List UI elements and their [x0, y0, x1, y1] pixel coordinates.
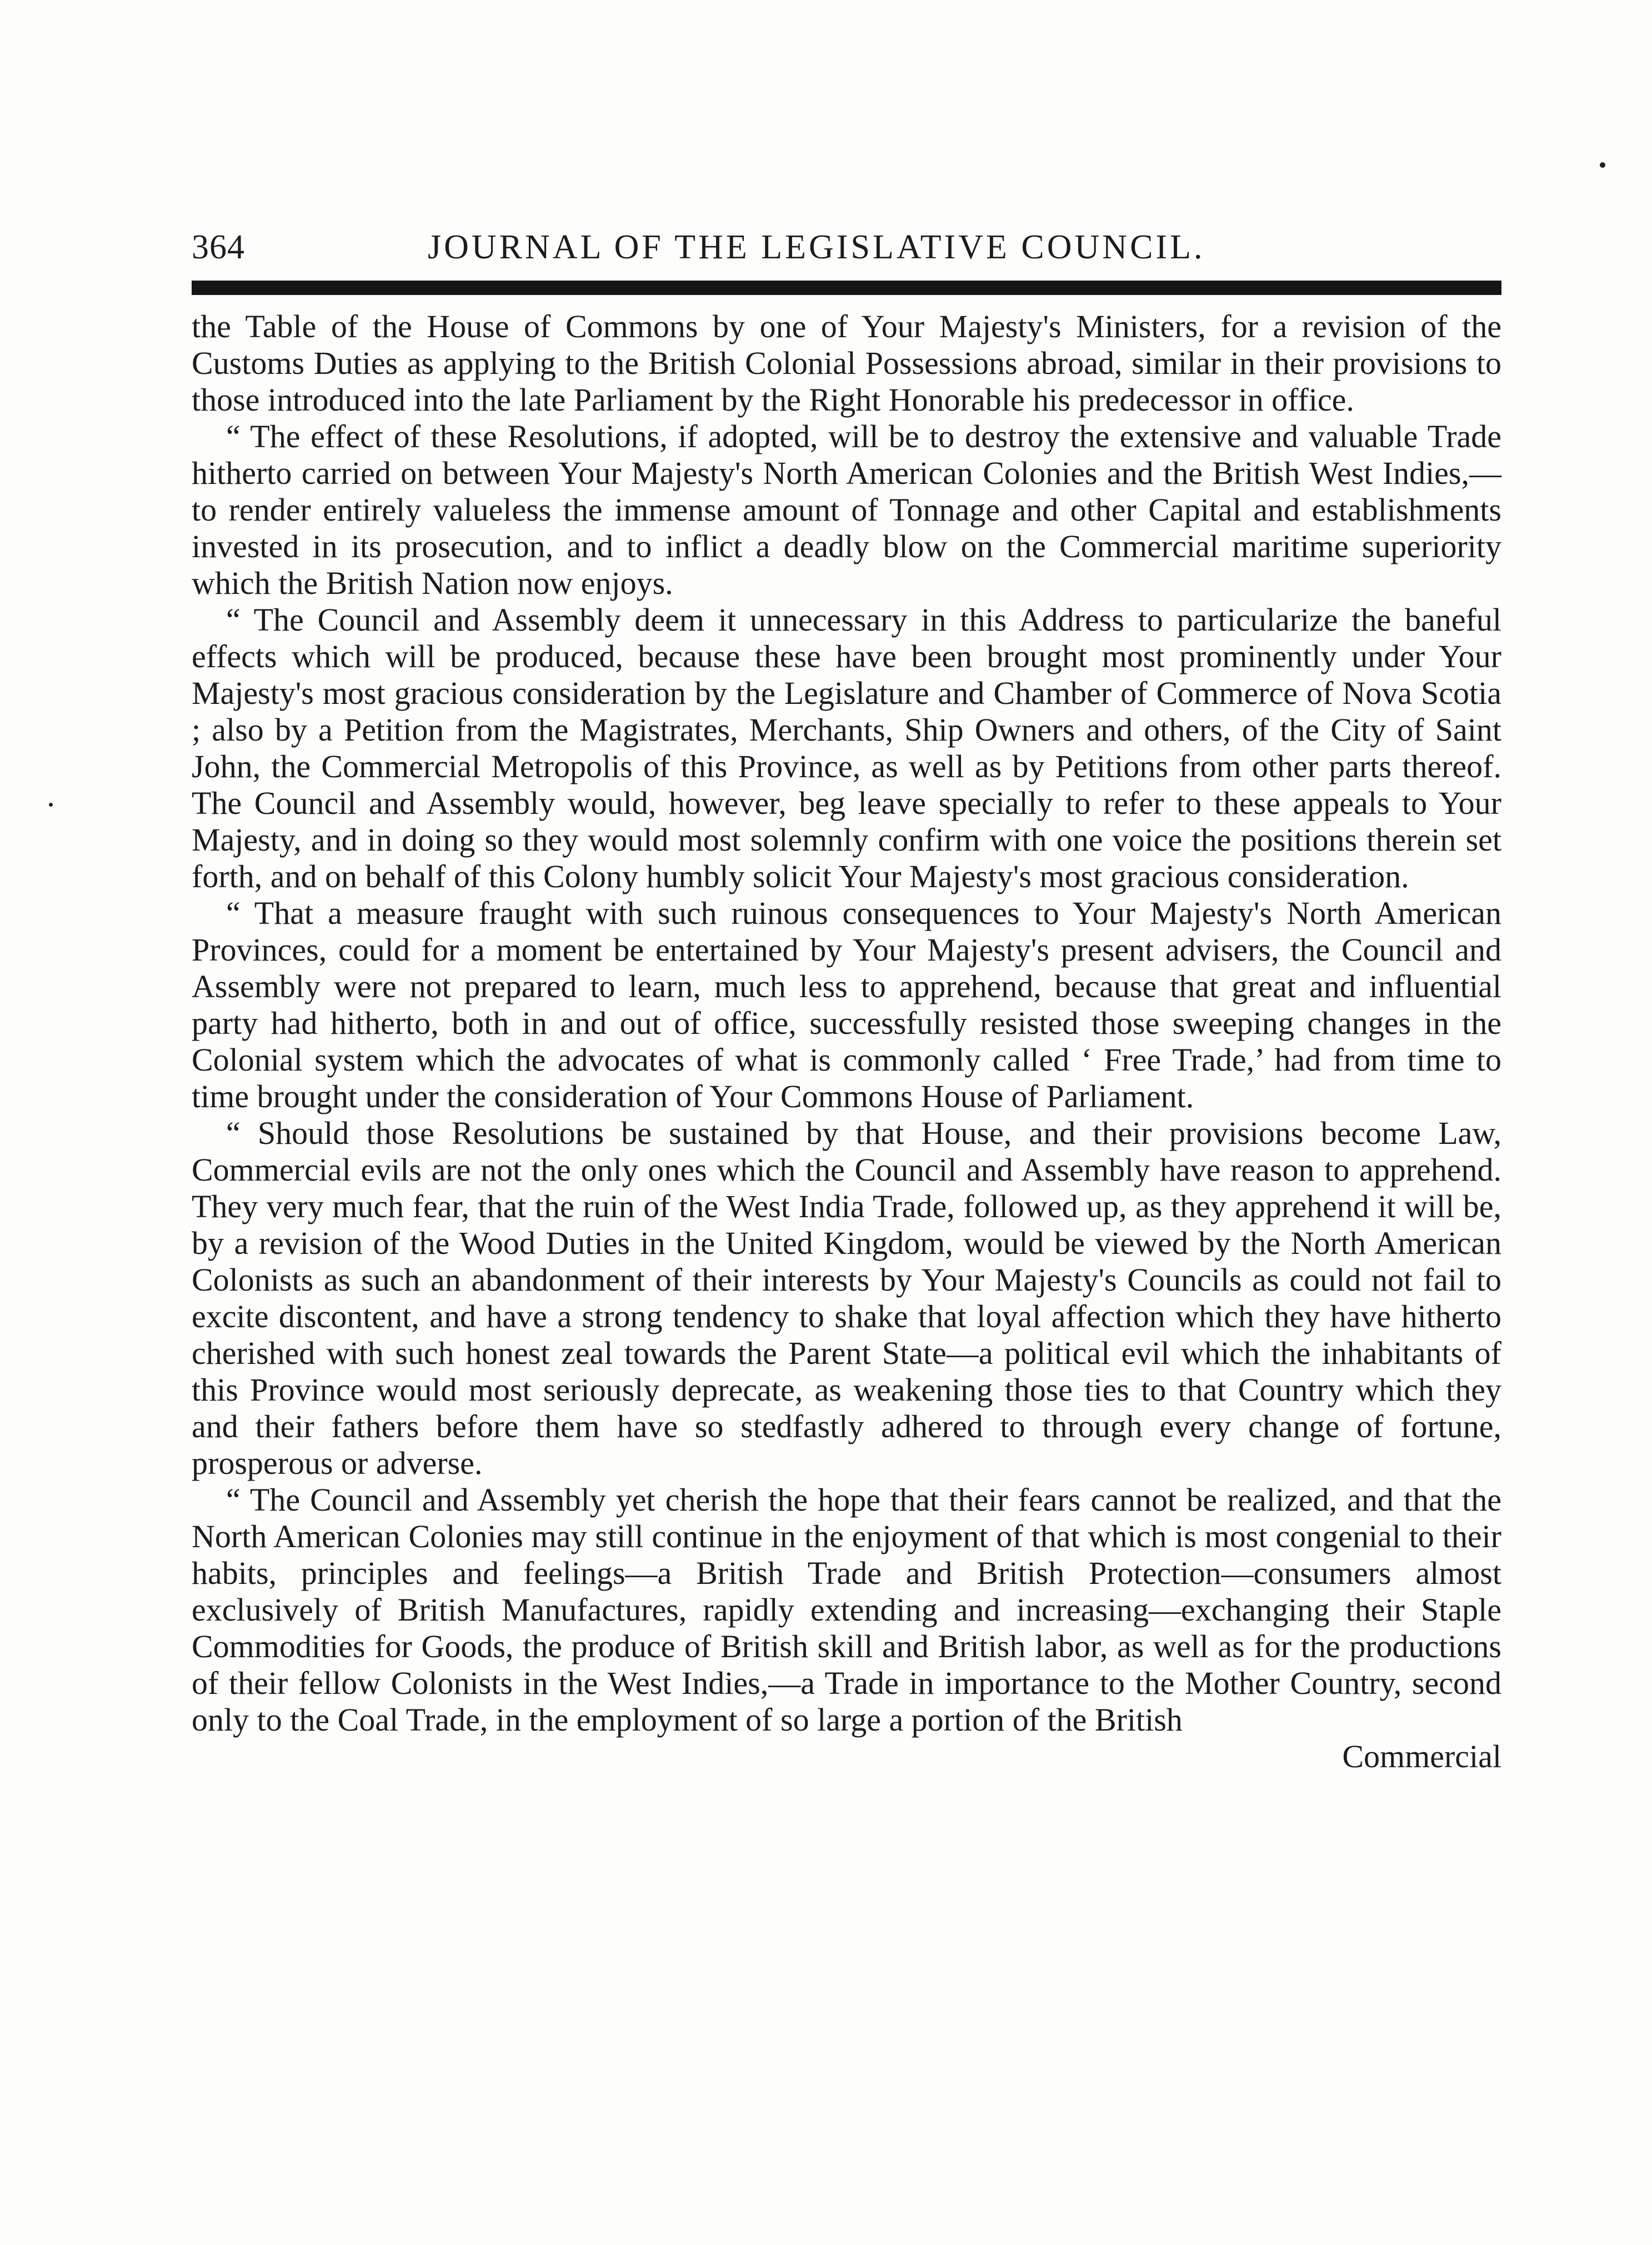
paragraph-effect-of-resolutions: “ The effect of these Resolutions, if adopted, will be to destroy the extensive and valuable Trade hitherto carried on between Your Majesty's North American Colonies and the British West Indies,—to render entirely valueless the immense amount of Tonnage and other Capital and establishments invested in its prosecution, and to inflict a deadly blow on the Commercial maritime superiority which the British Nation now enjoys.	[192, 418, 1501, 601]
paragraph-should-resolutions: “ Should those Resolutions be sustained by that House, and their provisions become Law, Commercial evils are not the only ones which the Council and Assembly have reason to apprehend. They very much fear, that the ruin of the West India Trade, followed up, as they apprehend it will be, by a revision of the Wood Duties in the United Kingdom, would be viewed by the North American Colonists as such an abandonment of their interests by Your Majesty's Councils as could not fail to excite discontent, and have a strong tendency to shake that loyal affection which they have hitherto cherished with such honest zeal towards the Parent State—a political evil which the inhabitants of this Province would most seriously deprecate, as weakening those ties to that Country which they and their fathers before them have so stedfastly adhered to through every change of fortune, prosperous or adverse.	[192, 1115, 1501, 1481]
header-rule	[192, 281, 1501, 295]
paragraph-ruinous-consequences: “ That a measure fraught with such ruinous consequences to Your Majesty's North American Provinces, could for a moment be entertained by Your Majesty's present advisers, the Council and Assembly were not prepared to learn, much less to apprehend, because that great and influential party had hitherto, both in and out of office, successfully resisted those sweeping changes in the Colonial system which the advocates of what is commonly called ‘ Free Trade,’ had from time to time brought under the consideration of Your Commons House of Parliament.	[192, 895, 1501, 1114]
body-text	[192, 308, 1501, 1775]
print-speck	[1600, 162, 1605, 168]
paragraph-council-and-assembly: “ The Council and Assembly deem it unnecessary in this Address to particularize the baneful effects which will be produced, because these have been brought most prominently under Your Majesty's most gracious consideration by the Legislature and Chamber of Commerce of Nova Scotia ; also by a Petition from the Magistrates, Merchants, Ship Owners and others, of the City of Saint John, the Commercial Metropolis of this Province, as well as by Petitions from other parts thereof. The Council and Assembly would, however, beg leave specially to refer to these appeals to Your Majesty, and in doing so they would most solemnly confirm with one voice the positions therein set forth, and on behalf of this Colony humbly solicit Your Majesty's most gracious consideration.	[192, 602, 1501, 894]
page-header	[192, 219, 1501, 275]
paragraph-continuation: the Table of the House of Commons by one of Your Majesty's Ministers, for a revision of the Customs Duties as applying to the British Colonial Possessions abroad, similar in their provisions to those introduced into the late Parliament by the Right Honorable his predecessor in office.	[192, 308, 1501, 418]
print-speck	[49, 803, 53, 807]
paragraph-cherish-the-hope: “ The Council and Assembly yet cherish the hope that their fears cannot be realized, and that the North American Colonies may still continue in the enjoyment of that which is most congenial to their habits, principles and feelings—a British Trade and British Protection—consumers almost exclusively of British Manufactures, rapidly extending and increasing—exchanging their Staple Commodities for Goods, the produce of British skill and British labor, as well as for the productions of their fellow Colonists in the West Indies,—a Trade in importance to the Mother Country, second only to the Coal Trade, in the employment of so large a portion of the British	[192, 1482, 1501, 1738]
catchword: Commercial	[1342, 1738, 1501, 1774]
running-title: JOURNAL OF THE LEGISLATIVE COUNCIL.	[428, 228, 1205, 266]
page-number: 364	[192, 228, 245, 266]
